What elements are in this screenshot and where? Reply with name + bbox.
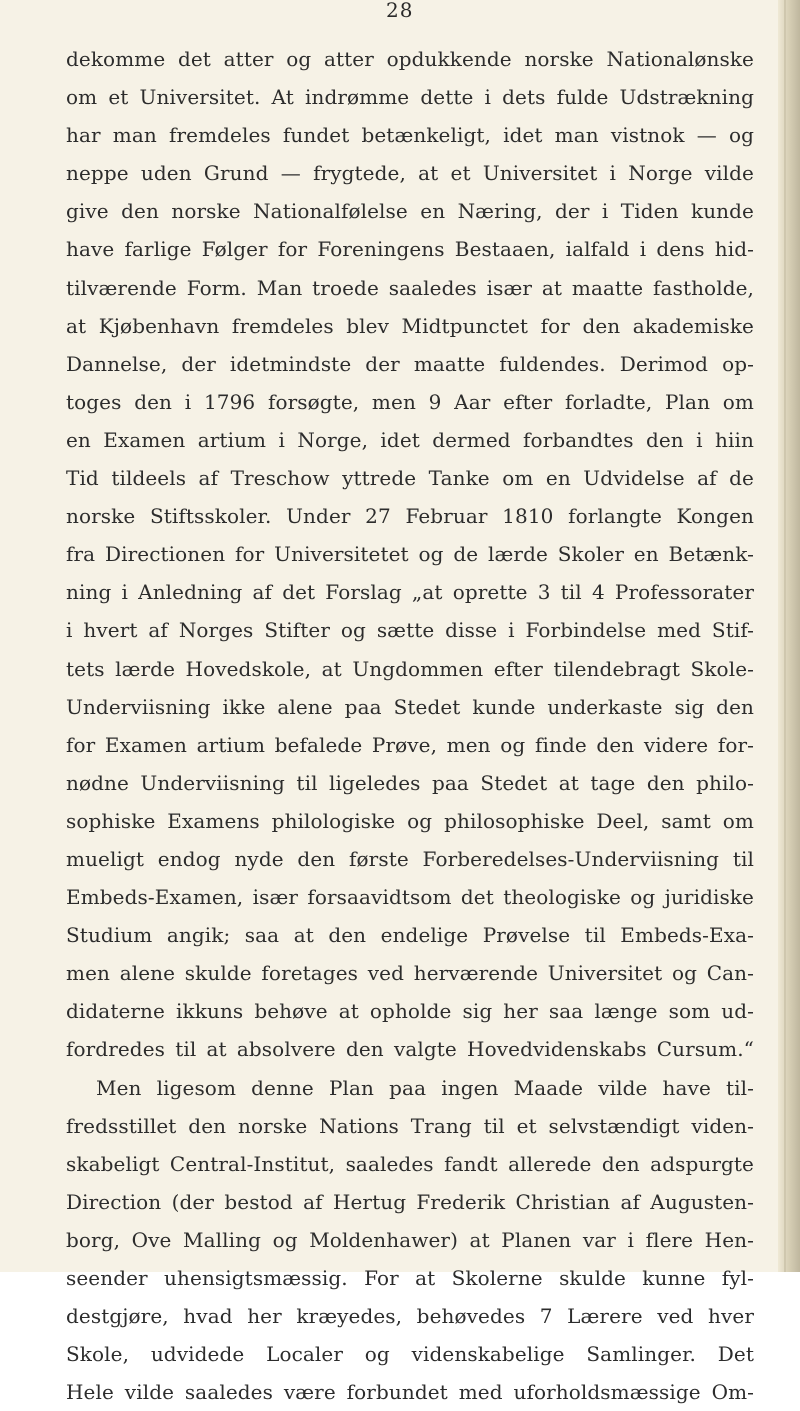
text-line: dekomme det atter og atter opdukkende norske Nationalønske: [66, 47, 754, 71]
text-line: i hvert af Norges Stifter og sætte disse i Forbindelse med Stif-: [66, 618, 754, 643]
text-line: men alene skulde foretages ved herværende Universitet og Can-: [66, 961, 754, 986]
text-line: fra Directionen for Universitetet og de lærde Skoler en Betænk-: [66, 542, 754, 567]
text-line: Hele vilde saaledes være forbundet med uforholdsmæssige Om-: [66, 1380, 754, 1405]
text-line: fordredes til at absolvere den valgte Hovedvidenskabs Cursum.“: [66, 1037, 754, 1062]
text-line: Studium angik; saa at den endelige Prøvelse til Embeds-Exa-: [66, 923, 754, 948]
text-line: Tid tildeels af Treschow yttrede Tanke om en Udvidelse af de: [66, 466, 754, 491]
text-line: om et Universitet. At indrømme dette i dets fulde Udstrækning: [66, 85, 754, 110]
text-line: en Examen artium i Norge, idet dermed forbandtes den i hiin: [66, 427, 754, 452]
body-text: [66, 40, 754, 1411]
page-number: 28: [386, 0, 414, 22]
text-line: neppe uden Grund — frygtede, at et Universitet i Norge vilde: [66, 161, 754, 186]
text-line: Embeds-Examen, især forsaavidtsom det theologiske og juridiske: [66, 885, 754, 910]
text-line: Underviisning ikke alene paa Stedet kunde underkaste sig den: [66, 694, 754, 719]
text-line: borg, Ove Malling og Moldenhawer) at Planen var i flere Hen-: [66, 1227, 754, 1252]
text-line: har man fremdeles fundet betænkeligt, idet man vistnok — og: [66, 123, 754, 148]
text-line: destgjøre, hvad her kræyedes, behøvedes 7 Lærere ved hver: [66, 1304, 754, 1329]
text-line: Dannelse, der idetmindste der maatte fuldendes. Derimod op-: [66, 351, 754, 376]
text-line: have farlige Følger for Foreningens Bestaaen, ialfald i dens hid-: [66, 237, 754, 262]
text-line: at Kjøbenhavn fremdeles blev Midtpunctet for den akademiske: [66, 313, 754, 338]
text-line: mueligt endog nyde den første Forberedelses-Underviisning til: [66, 846, 754, 871]
text-line: tilværende Form. Man troede saaledes især at maatte fastholde,: [66, 275, 754, 300]
text-line: seender uhensigtsmæssig. For at Skolerne skulde kunne fyl-: [66, 1266, 754, 1290]
text-line: Skole, udvidede Localer og videnskabelige Samlinger. Det: [66, 1342, 754, 1367]
text-line: norske Stiftsskoler. Under 27 Februar 1810 forlangte Kongen: [66, 504, 754, 529]
text-line: skabeligt Central-Institut, saaledes fandt allerede den adspurgte: [66, 1151, 754, 1176]
text-line: nødne Underviisning til ligeledes paa Stedet at tage den philo-: [66, 770, 754, 795]
text-line: ning i Anledning af det Forslag „at oprette 3 til 4 Professorater: [66, 580, 754, 605]
text-line: tets lærde Hovedskole, at Ungdommen efter tilendebragt Skole-: [66, 656, 754, 681]
text-line: Direction (der bestod af Hertug Frederik Christian af Augusten-: [66, 1189, 754, 1214]
text-line: give den norske Nationalfølelse en Næring, der i Tiden kunde: [66, 199, 754, 224]
text-line: fredsstillet den norske Nations Trang til et selvstændigt viden-: [66, 1113, 754, 1138]
text-line: sophiske Examens philologiske og philosophiske Deel, samt om: [66, 808, 754, 833]
page-edge: [778, 0, 800, 1272]
text-line: didaterne ikkuns behøve at opholde sig her saa længe som ud-: [66, 999, 754, 1024]
text-line-paragraph-start: Men ligesom denne Plan paa ingen Maade vilde have til-: [96, 1075, 754, 1100]
page-edge-line: [784, 0, 786, 1272]
text-line: for Examen artium befalede Prøve, men og finde den videre for-: [66, 732, 754, 757]
text-line: toges den i 1796 forsøgte, men 9 Aar efter forladte, Plan om: [66, 389, 754, 414]
